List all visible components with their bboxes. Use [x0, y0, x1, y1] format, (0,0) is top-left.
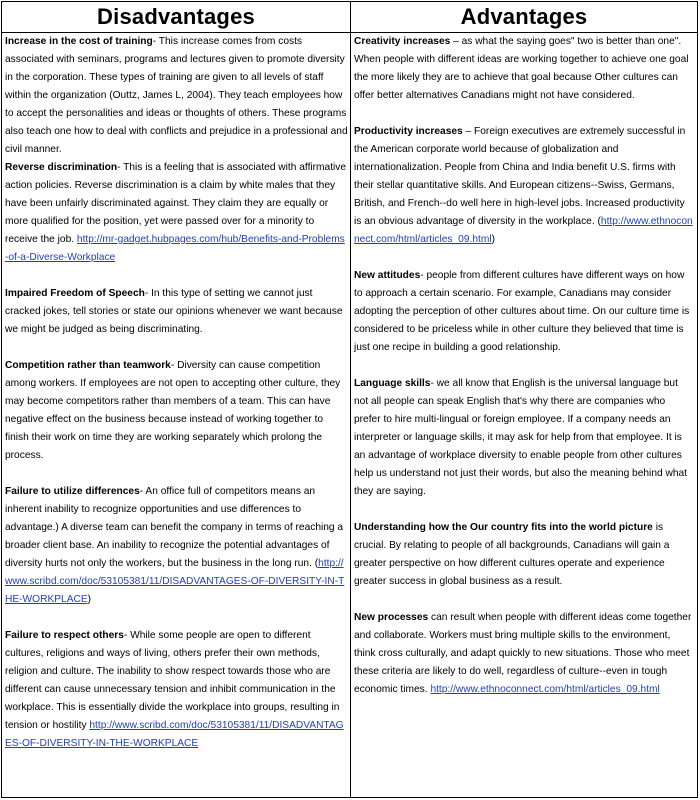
- entry-title: Failure to utilize differences: [5, 486, 140, 497]
- entry-text: An office full of competitors means an inherent inability to recognize opportunities and use differences to advantage.) A diverse team can benefit the company in terms of reaching a broader client base. An inability to recognize the potential advantages of diversity hurts not only the workers, but the business in the long run.: [5, 486, 344, 569]
- entry-text: While some people are open to different cultures, religions and ways of living, others prefer their own methods, religion and culture. The inability to show respect towards those who are different can cause unnecessary tension and inhibit communication in the workplace. This is essentially divide the workplace into groups, resulting in tension or hostility: [5, 630, 340, 731]
- advantage-creativity: Creativity increases – as what the saying goes" two is better than one". When people with different ideas are working together to achieve one goal the more likely they are to achieve that goal because Other cultures can offer better alternatives Canadians might not have considered.: [354, 36, 689, 101]
- entry-text: In this type of setting we cannot just cracked jokes, tell stories or state our opinions whenever we want because we might be judged as being discriminating.: [5, 288, 343, 335]
- spacer: [354, 591, 694, 609]
- spacer: [354, 357, 694, 375]
- entry-title: Impaired Freedom of Speech: [5, 288, 145, 299]
- spacer: [5, 267, 348, 285]
- entry-text: we all know that English is the universal language but not all people can speak English that's why there are companies who prefer to hire multi-lingual or foreign employee. If a company needs an interpreter or language skills, it may ask for help from that employee. It is an advantage of workplace diversity to enable people from other cultures help us understand not just their words, but also the meaning behind what they are saying.: [354, 378, 688, 497]
- entry-title: Understanding how the Our country fits into the world picture: [354, 522, 653, 533]
- entry-title: Increase in the cost of training: [5, 36, 153, 47]
- entry-text: This increase comes from costs associated with seminars, programs and lectures given to promote diversity in the corporation. These types of training are given to all levels of staff within the organization (Outtz, James L, 2004). They teach employees how to accept the personalities and ideas or thoughts of others. These programs also teach one how to deal with conflicts and prejudice in a professional and civil manner.: [5, 36, 348, 155]
- source-link[interactable]: http://www.ethnoconnect.com/html/articles_09.html: [354, 216, 693, 245]
- spacer: [5, 609, 348, 627]
- source-link[interactable]: http://www.ethnoconnect.com/html/articles_09.html: [430, 684, 660, 695]
- spacer: [354, 249, 694, 267]
- disadvantage-reverse-discrimination: Reverse discrimination- This is a feeling that is associated with affirmative action policies. Reverse discrimination is a claim by white males that they have been unfairly discriminated against. They claim they are equally or more qualified for the position, yet were passed over for a minority to receive the job. http://mr-gadget.hubpages.com/hub/Benefits-and-Problems-of-a-Diverse-Workplace: [5, 162, 347, 263]
- advantage-language-skills: Language skills- we all know that English is the universal language but not all people can speak English that's why there are companies who prefer to hire multi-lingual or foreign employee. If a company needs an interpreter or language skills, it may ask for help from that employee. It is an advantage of workplace diversity to enable people from other cultures help us understand not just their words, but also the meaning behind what they are saying.: [354, 378, 688, 497]
- entry-text: as what the saying goes" two is better than one". When people with different ideas are working together to achieve one goal the more likely they are to achieve that goal because Other cultures can offer better alternatives Canadians might not have considered.: [354, 36, 689, 101]
- entry-text: people from different cultures have different ways on how to approach a certain scenario. For example, Canadians may consider adopting the perception of other cultures about time. On our culture time is considered to be priceless while in other culture they believed that time is just one recipe in building a good relationship.: [354, 270, 690, 353]
- entry-text: is crucial. By relating to people of all backgrounds, Canadians will gain a greater perspective on how different cultures operate and experience greater success in global business as a result.: [354, 522, 670, 587]
- advantages-column: [351, 2, 697, 797]
- advantage-world-picture: [354, 519, 694, 591]
- spacer: [5, 339, 348, 357]
- entry-text: This is a feeling that is associated with affirmative action policies. Reverse discrimination is a claim by white males that they have been unfairly discriminated against. They claim they are equally or more qualified for the position, yet were passed over for a minority to receive the job.: [5, 162, 347, 245]
- entry-title: New attitudes: [354, 270, 421, 281]
- disadvantage-competition: Competition rather than teamwork- Diversity can cause competition among workers. If employees are not open to accepting other culture, they may become competitors rather than members of a team. This can have negative effect on the business because instead of working together to finish their work on time they are working separately which prolong the process.: [5, 360, 341, 461]
- advantage-productivity: Productivity increases – Foreign executives are extremely successful in the American corporate world because of globalization and internationalization. People from China and India benefit U.S. firms with their stellar quantitative skills. And European citizens--Swiss, Germans, British, and French--do well here in high-level jobs. Increased productivity is an obvious advantage of diversity in the workplace. (http://www.ethnoconnect.com/html/articles_09.html): [354, 126, 693, 245]
- source-link[interactable]: http://www.scribd.com/doc/53105381/11/DISADVANTAGES-OF-DIVERSITY-IN-THE-WORKPLACE: [5, 720, 344, 749]
- entry-title: Reverse discrimination: [5, 162, 118, 173]
- disadvantages-header: Disadvantages: [2, 2, 350, 33]
- entry-text: can result when people with different ideas come together and collaborate. Workers must bring multiple skills to the environment, think cross culturally, and adapt quickly to new situations. Those who meet these criteria are likely to do well, regardless of culture--even in tough economic times.: [354, 612, 692, 695]
- entry-title: Failure to respect others: [5, 630, 124, 641]
- disadvantage-utilize-differences: Failure to utilize differences- An office full of competitors means an inherent inability to recognize opportunities and use differences to advantage.) A diverse team can benefit the company in terms of reaching a broader client base. An inability to recognize the potential advantages of diversity hurts not only the workers, but the business in the long run. (http://www.scribd.com/doc/53105381/11/DISADVANTAGES-OF-DIVERSITY-IN-THE-WORKPLACE): [5, 486, 345, 605]
- advantage-new-processes: [354, 609, 694, 699]
- entry-title: Creativity increases: [354, 36, 451, 47]
- entry-text: Foreign executives are extremely successful in the American corporate world because of globalization and internationalization. People from China and India benefit U.S. firms with their stellar quantitative skills. And European citizens--Swiss, Germans, British, and French--do well here in high-level jobs. Increased productivity is an obvious advantage of diversity in the workplace.: [354, 126, 686, 227]
- advantages-header: Advantages: [351, 2, 697, 33]
- spacer: [5, 465, 348, 483]
- disadvantage-respect-others: Failure to respect others- While some people are open to different cultures, religions and ways of living, others prefer their own methods, religion and culture. The inability to show respect towards those who are different can cause unnecessary tension and inhibit communication in the workplace. This is essentially divide the workplace into groups, resulting in tension or hostility http://www.scribd.com/doc/53105381/11/DISADVANTAGES-OF-DIVERSITY-IN-THE-WORKPLACE: [5, 630, 344, 749]
- comparison-table: [1, 1, 698, 798]
- source-link[interactable]: http://www.scribd.com/doc/53105381/11/DISADVANTAGES-OF-DIVERSITY-IN-THE-WORKPLACE: [5, 558, 345, 605]
- spacer: [354, 501, 694, 519]
- entry-text: Diversity can cause competition among workers. If employees are not open to accepting other culture, they may become competitors rather than members of a team. This can have negative effect on the business because instead of working together to finish their work on time they are working separately which prolong the process.: [5, 360, 341, 461]
- disadvantages-column: [2, 2, 351, 797]
- disadvantage-freedom-of-speech: Impaired Freedom of Speech- In this type of setting we cannot just cracked jokes, tell stories or state our opinions whenever we want because we might be judged as being discriminating.: [5, 288, 343, 335]
- advantage-new-attitudes: New attitudes- people from different cultures have different ways on how to approach a certain scenario. For example, Canadians may consider adopting the perception of other cultures about time. On our culture time is considered to be priceless while in other culture they believed that time is just one recipe in building a good relationship.: [354, 270, 690, 353]
- source-link[interactable]: http://mr-gadget.hubpages.com/hub/Benefits-and-Problems-of-a-Diverse-Workplace: [5, 234, 345, 263]
- entry-title: Competition rather than teamwork: [5, 360, 171, 371]
- entry-title: Language skills: [354, 378, 431, 389]
- spacer: [354, 105, 694, 123]
- entry-title: New processes: [354, 612, 429, 623]
- entry-title: Productivity increases: [354, 126, 463, 137]
- disadvantage-training-cost: Increase in the cost of training- This increase comes from costs associated with seminars, programs and lectures given to promote diversity in the corporation. These types of training are given to all levels of staff within the organization (Outtz, James L, 2004). They teach employees how to accept the personalities and ideas or thoughts of others. These programs also teach one how to deal with conflicts and prejudice in a professional and civil manner.: [5, 36, 348, 155]
